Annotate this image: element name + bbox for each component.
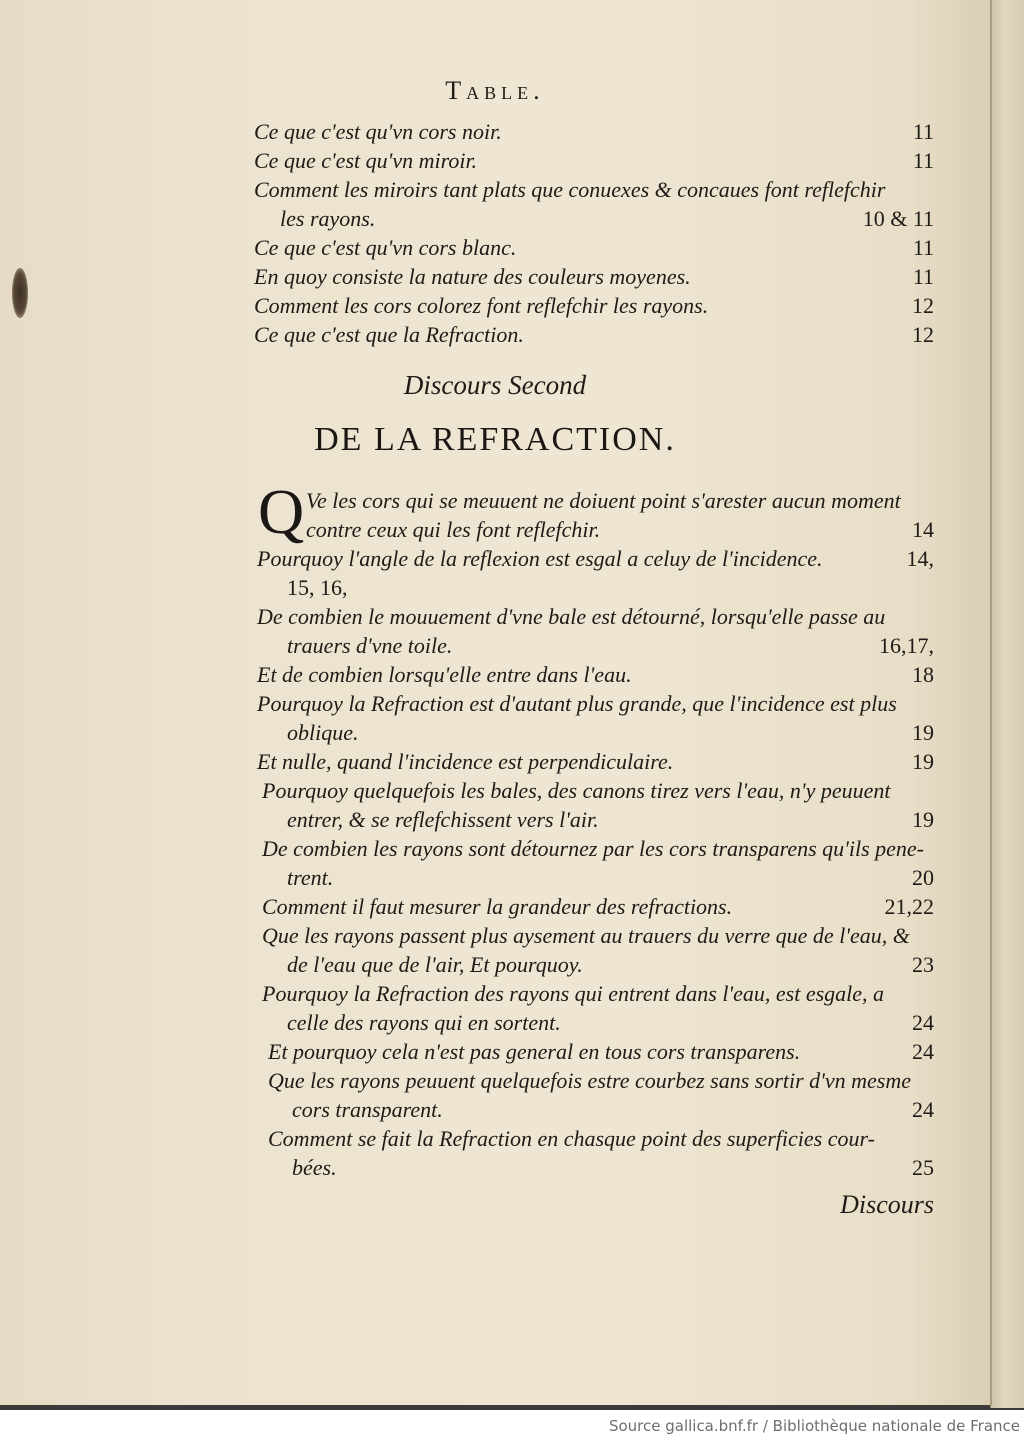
entry-page: 12 <box>912 322 934 347</box>
toc-entry <box>0 892 990 921</box>
entry-text-continued: les rayons. <box>280 206 376 231</box>
entry-text: Que les rayons passent plus aysement au trauers du verre que de l'eau, & <box>262 923 910 948</box>
entry-text: Et nulle, quand l'incidence est perpendiculaire. <box>257 749 674 774</box>
toc-entry <box>0 747 990 776</box>
toc-entry <box>0 834 990 892</box>
entry-text: Ce que c'est qu'vn cors noir. <box>254 119 502 144</box>
entry-text: De combien le mouuement d'vne bale est détourné, lorsqu'elle passe au <box>257 604 886 629</box>
entry-page: 19 <box>912 720 934 745</box>
facing-page-edge <box>990 0 1024 1408</box>
entry-page: 10 & 11 <box>862 206 934 231</box>
toc-entry <box>0 602 990 660</box>
toc-entry <box>0 486 990 544</box>
entry-text-continued: oblique. <box>287 720 359 745</box>
toc-entry <box>0 262 990 291</box>
entry-text-continued: de l'eau que de l'air, Et pourquoy. <box>287 952 583 977</box>
entry-text: Comment les miroirs tant plats que conuexes & concaues font reflefchir <box>254 177 886 202</box>
source-attribution: Source gallica.bnf.fr / Bibliothèque nationale de France <box>608 1417 1020 1435</box>
entry-text-continued: trent. <box>287 865 334 890</box>
entry-text: Pourquoy la Refraction des rayons qui entrent dans l'eau, est esgale, a <box>262 981 885 1006</box>
entry-text-continued: celle des rayons qui en sortent. <box>287 1010 561 1035</box>
entry-text-continued: entrer, & se reflefchissent vers l'air. <box>287 807 599 832</box>
entry-text: Pourquoy quelquefois les bales, des canons tirez vers l'eau, n'y peuuent <box>262 778 891 803</box>
entry-text: Comment il faut mesurer la grandeur des refractions. <box>262 894 733 919</box>
toc-entry <box>0 1066 990 1124</box>
entry-page: 25 <box>912 1155 934 1180</box>
entry-text-continued: cors transparent. <box>292 1097 443 1122</box>
entry-page: 20 <box>912 865 934 890</box>
entry-page: 24 <box>912 1097 934 1122</box>
entry-page: 11 <box>912 264 934 289</box>
entry-text: Ve les cors qui se meuuent ne doiuent point s'arester aucun moment <box>306 488 901 513</box>
section-subtitle: Discours Second <box>403 370 587 400</box>
entry-text: Que les rayons peuuent quelquefois estre courbez sans sortir d'vn mesme <box>268 1068 912 1093</box>
entry-text-continued: contre ceux qui les font reflefchir. <box>306 517 601 542</box>
toc-entry <box>0 117 990 146</box>
toc-entry <box>0 979 990 1037</box>
running-head: Table. <box>445 76 545 105</box>
toc-entry <box>0 291 990 320</box>
toc-entry <box>0 320 990 349</box>
entry-text: Ce que c'est qu'vn cors blanc. <box>254 235 517 260</box>
entry-page: 11 <box>912 148 934 173</box>
toc-entry <box>0 175 990 233</box>
entry-text: De combien les rayons sont détournez par les cors transparens qu'ils pene- <box>262 836 924 861</box>
entry-page: 19 <box>912 807 934 832</box>
entry-text-continued: 15, 16, <box>287 575 348 600</box>
toc-entry <box>0 233 990 262</box>
entry-text: Comment se fait la Refraction en chasque point des superficies cour- <box>268 1126 875 1151</box>
entry-page: 14, <box>906 546 934 571</box>
entry-page: 11 <box>912 235 934 260</box>
entry-page: 24 <box>912 1039 934 1064</box>
toc-entry <box>0 689 990 747</box>
entry-page: 23 <box>912 952 934 977</box>
drop-capital: Q <box>258 476 305 547</box>
entry-text: Ce que c'est que la Refraction. <box>254 322 524 347</box>
toc-entry <box>0 1037 990 1066</box>
catchword: Discours <box>840 1190 934 1219</box>
toc-entry <box>0 776 990 834</box>
entry-page: 24 <box>912 1010 934 1035</box>
section-title: DE LA REFRACTION. <box>314 421 676 458</box>
entry-page: 18 <box>912 662 934 687</box>
entry-text: En quoy consiste la nature des couleurs moyenes. <box>254 264 691 289</box>
entry-page: 21,22 <box>884 894 934 919</box>
entry-page: 11 <box>912 119 934 144</box>
entry-text: Et pourquoy cela n'est pas general en tous cors transparens. <box>268 1039 801 1064</box>
toc-entry <box>0 1124 990 1182</box>
entry-text: Et de combien lorsqu'elle entre dans l'eau. <box>257 662 632 687</box>
entry-text: Pourquoy la Refraction est d'autant plus grande, que l'incidence est plus <box>257 691 897 716</box>
entry-page: 16,17, <box>879 633 934 658</box>
entry-text-continued: bées. <box>292 1155 337 1180</box>
entry-page: 14 <box>912 517 934 542</box>
toc-entry <box>0 660 990 689</box>
entry-text: Pourquoy l'angle de la reflexion est esgal a celuy de l'incidence. <box>257 546 823 571</box>
entry-page: 12 <box>912 293 934 318</box>
entry-text: Comment les cors colorez font reflefchir les rayons. <box>254 293 709 318</box>
entry-text: Ce que c'est qu'vn miroir. <box>254 148 478 173</box>
entry-page: 19 <box>912 749 934 774</box>
toc-entry <box>0 146 990 175</box>
toc-entry <box>0 544 990 602</box>
entry-text-continued: trauers d'vne toile. <box>287 633 453 658</box>
toc-entry <box>0 921 990 979</box>
